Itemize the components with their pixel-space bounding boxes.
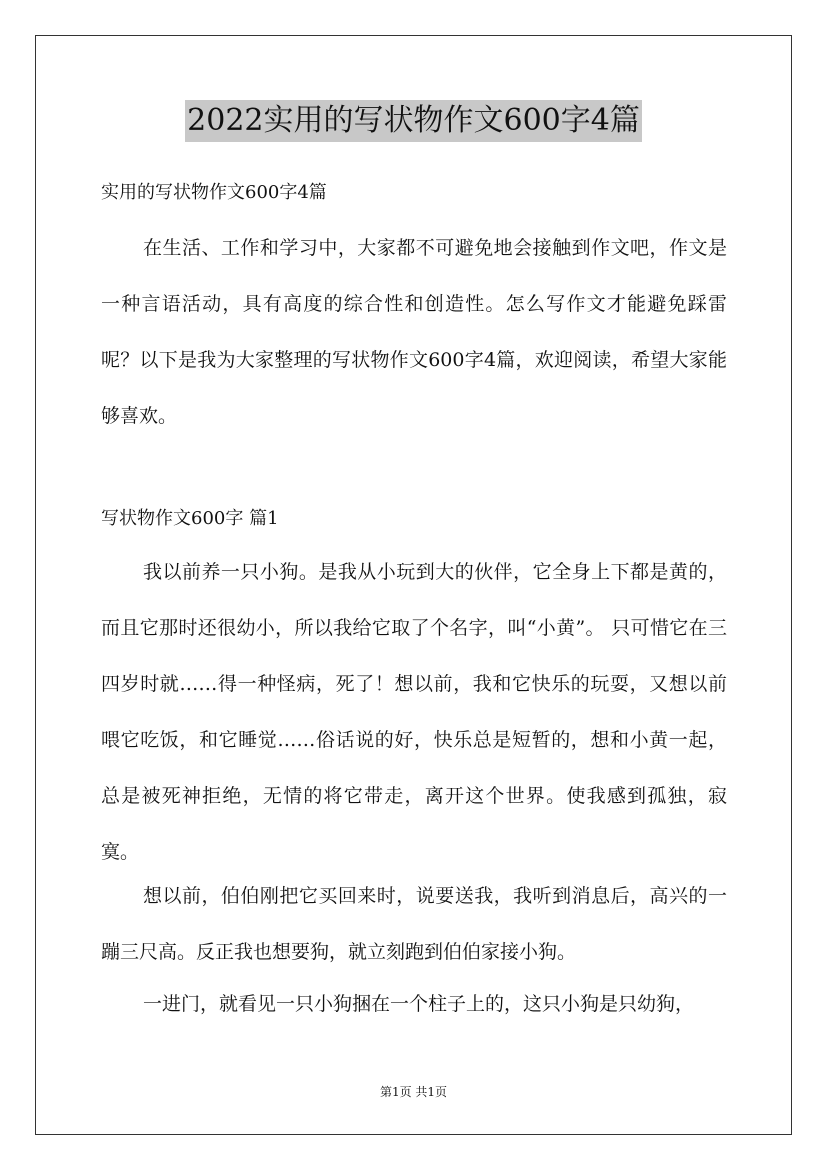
- section-heading: 写状物作文600字 篇1: [101, 508, 279, 529]
- document-title: 2022实用的写状物作文600字4篇: [185, 100, 642, 142]
- body-paragraph: 我以前养一只小狗。是我从小玩到大的伙伴，它全身上下都是黄的，而且它那时还很幼小，所以我给它取了个名字，叫“小黄”。 只可惜它在三四岁时就……得一种怪病，死了！想以前，我和它快乐的玩耍，又想以前喂它吃饭，和它睡觉……俗话说的好，快乐总是短暂的，想和小黄一起，总是被死神拒绝，无情的将它带走，离开这个世界。使我感到孤独，寂寞。: [101, 561, 727, 863]
- document-subtitle: 实用的写状物作文600字4篇: [101, 182, 327, 203]
- body-paragraph: 一进门，就看见一只小狗捆在一个柱子上的，这只小狗是只幼狗，: [143, 993, 695, 1015]
- intro-paragraph: 在生活、工作和学习中，大家都不可避免地会接触到作文吧，作文是一种言语活动，具有高度的综合性和创造性。怎么写作文才能避免踩雷呢？以下是我为大家整理的写状物作文600字4篇，欢迎阅读，希望大家能够喜欢。: [101, 237, 727, 427]
- document-title-wrapper: [0, 100, 827, 142]
- page-footer: 第1页 共1页: [379, 1085, 448, 1099]
- body-paragraph: 想以前，伯伯刚把它买回来时，说要送我，我听到消息后，高兴的一蹦三尺高。反正我也想要狗，就立刻跑到伯伯家接小狗。: [101, 885, 727, 963]
